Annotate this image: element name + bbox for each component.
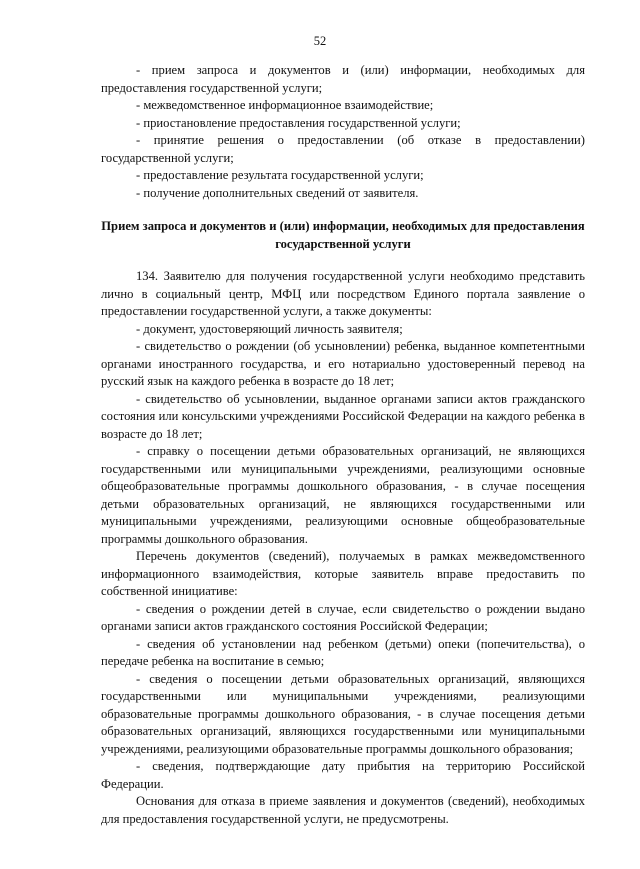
list-item: - прием запроса и документов и (или) информации, необходимых для предоставления государственной услуги; bbox=[101, 63, 585, 95]
list-item: - справку о посещении детьми образовательных организаций, не являющихся государственными или муниципальными учреждениями, реализующими основные общеобразовательные программы дошкольного образования, - в случае посещения детьми образовательных организаций, не являющихся государственными или муниципальными учреждениями, реализующими основные общеобразовательные программы дошкольного образования. bbox=[101, 444, 585, 546]
paragraph-list-intro: Перечень документов (сведений), получаемых в рамках межведомственного информационного взаимодействия, которые заявитель вправе предоставить по собственной инициативе: bbox=[101, 549, 585, 598]
list-item: - свидетельство о рождении (об усыновлении) ребенка, выданное компетентными органами иностранного государства, и его нотариально удостоверенный перевод на русский язык на каждого ребенка в возрасте до 18 лет; bbox=[101, 339, 585, 388]
list-item: - сведения об установлении над ребенком (детьми) опеки (попечительства), о передаче ребенка на воспитание в семью; bbox=[101, 636, 585, 668]
list-item: - получение дополнительных сведений от заявителя. bbox=[136, 185, 419, 200]
list-item: - свидетельство об усыновлении, выданное органами записи актов гражданского состояния или консульскими учреждениями Российской Федерации на каждого ребенка в возрасте до 18 лет; bbox=[101, 391, 585, 441]
list-item: - сведения, подтверждающие дату прибытия на территорию Российской Федерации. bbox=[101, 759, 585, 791]
list-item: - приостановление предоставления государственной услуги; bbox=[136, 115, 461, 130]
paragraph-134: 134. Заявителю для получения государственной услуги необходимо представить лично в социальный центр, МФЦ или посредством Единого портала заявление о предоставлении государственной услуги, а также документы: bbox=[101, 269, 585, 318]
page-content bbox=[101, 62, 585, 828]
section-heading: Прием запроса и документов и (или) информации, необходимых для предоставления государственной услуги bbox=[101, 219, 585, 251]
page-number: 52 bbox=[313, 34, 327, 48]
list-item: - межведомственное информационное взаимодействие; bbox=[136, 98, 434, 112]
paragraph-refusal: Основания для отказа в приеме заявления и документов (сведений), необходимых для предоставления государственной услуги, не предусмотрены. bbox=[101, 794, 585, 826]
list-item: - сведения о посещении детьми образовательных организаций, являющихся государственными или муниципальными учреждениями, реализующими образовательные программы дошкольного образования, - в случае посещения детьми образовательных организаций, являющихся государственными или муниципальными учреждениями, реализующими образовательные программы дошкольного образования; bbox=[101, 671, 585, 756]
list-item: - принятие решения о предоставлении (об отказе в предоставлении) государственной услуги; bbox=[101, 133, 585, 165]
list-item: - сведения о рождении детей в случае, если свидетельство о рождении выдано органами записи актов гражданского состояния Российской Федерации; bbox=[101, 601, 585, 633]
list-item: - документ, удостоверяющий личность заявителя; bbox=[136, 321, 403, 336]
list-item: - предоставление результата государственной услуги; bbox=[136, 168, 424, 182]
